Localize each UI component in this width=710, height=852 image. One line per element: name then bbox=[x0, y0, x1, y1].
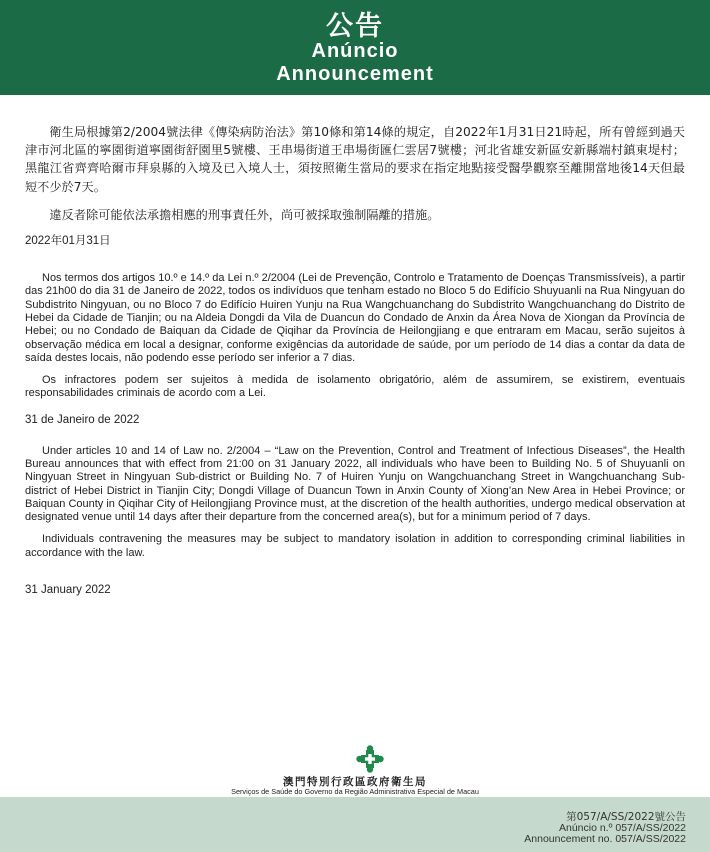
organization-name-zh: 澳門特別行政區政府衛生局 bbox=[283, 776, 427, 788]
zh-paragraph-2: 違反者除可能依法承擔相應的刑事責任外，尚可被採取強制隔離的措施。 bbox=[49, 207, 440, 222]
title-pt: Anúncio bbox=[311, 40, 399, 62]
announcement-body bbox=[25, 123, 685, 596]
pt-date: 31 de Janeiro de 2022 bbox=[25, 413, 140, 426]
en-paragraph-2: Individuals contravening the measures may be subject to mandatory isolation in addition to corresponding criminal liabilities in accordance with the law. bbox=[25, 533, 685, 559]
health-bureau-cross-icon bbox=[355, 744, 385, 774]
title-en: Announcement bbox=[276, 63, 434, 85]
reference-number-zh: 第057/A/SS/2022號公告 bbox=[566, 811, 686, 823]
reference-number-pt: Anúncio n.º 057/A/SS/2022 bbox=[558, 822, 686, 834]
en-paragraph-1: Under articles 10 and 14 of Law no. 2/2004 – “Law on the Prevention, Control and Treatment of Infectious Diseases”, the Health Bureau announces that with effect from 21:00 on 31 January 2022, all individuals who have been to Building No. 5 of Shuyuanli on Ningyuan Street in Ningyuan Sub-district or Building No. 7 of Huiren Yunju on Wangchuanchang Street in Wangchuanchang Sub-district of Hebei District in Tianjin City; Dongdi Village of Duancun Town in Anxin County of Xiong’an New Area in Hebei Province; or Baiquan County in Qiqihar City of Heilongjiang Province must, at the discretion of the health authorities, undergo medical observation at designated venue until 14 days after their departure from the concerned area(s), but for a minimum period of 7 days. bbox=[25, 444, 685, 524]
title-zh: 公告 bbox=[326, 11, 384, 42]
organization-name-pt: Serviços de Saúde do Governo da Região Administrativa Especial de Macau bbox=[231, 787, 479, 796]
zh-paragraph-1: 衛生局根據第2/2004號法律《傳染病防治法》第10條和第14條的規定，自2022年1月31日21時起，所有曾經到過天津市河北區的寧園街道寧園街舒園里5號樓、王串場街道王串場街匯仁雲居7號樓；河北省雄安新區安新縣端村鎮東堤村；黑龍江省齊齊哈爾市拜泉縣的入境及已入境人士，須按照衛生當局的要求在指定地點接受醫學觀察至離開當地後14天但最短不少於7天。 bbox=[25, 125, 685, 194]
zh-date: 2022年01月31日 bbox=[25, 235, 111, 248]
announcement-footer bbox=[0, 797, 710, 852]
reference-number-en: Announcement no. 057/A/SS/2022 bbox=[524, 833, 686, 845]
announcement-header bbox=[0, 0, 710, 95]
en-date: 31 January 2022 bbox=[25, 584, 111, 597]
pt-paragraph-1: Nos termos dos artigos 10.º e 14.º da Lei n.º 2/2004 (Lei de Prevenção, Controlo e Tratamento de Doenças Transmissíveis), a partir das 21h00 do dia 31 de Janeiro de 2022, todos os indivíduos que tenham estado no Bloco 5 do Edifício Shuyuanli na Rua Ningyuan do Subdistrito Ningyuan, ou no Bloco 7 do Edifício Huiren Yunju na Rua Wangchuanchang do Subdistrito Wangchuanchang do Distrito de Hebei da Cidade de Tianjin; ou na Aldeia Dongdi da Vila de Duancun do Condado de Anxin da Área Nova de Xiongan da Província de Hebei; ou no Condado de Baiquan da Cidade de Qiqihar da Província de Heilongjiang e que entraram em Macau, serão sujeitos à observação médica em local a designar, conforme exigências da autoridade de saúde, por um período de 14 dias a contar da data de saída destes locais, não podendo esse período ser inferior a 7 dias. bbox=[25, 272, 685, 364]
pt-paragraph-2: Os infractores podem ser sujeitos à medida de isolamento obrigatório, além de assumirem, se existirem, eventuais responsabilidades criminais de acordo com a Lei. bbox=[25, 374, 685, 400]
